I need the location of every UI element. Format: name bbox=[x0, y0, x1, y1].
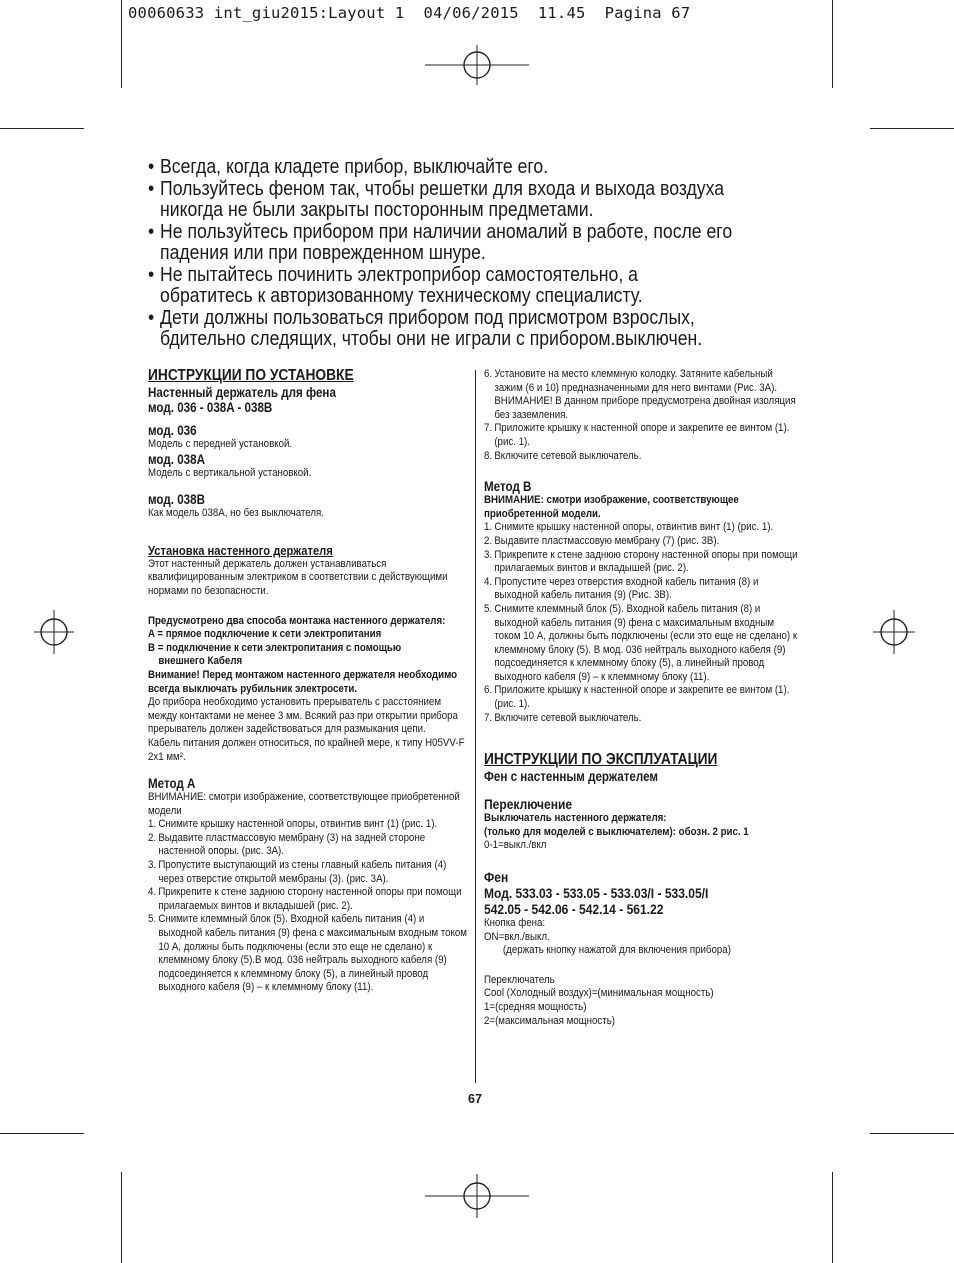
registration-mark-icon bbox=[425, 1174, 529, 1218]
switch-text: Выключатель настенного держателя: bbox=[484, 812, 667, 825]
fen-title: Фен bbox=[484, 869, 509, 886]
model-038b-text: Как модель 038A, но без выключателя. bbox=[148, 507, 324, 520]
crop-mark bbox=[121, 0, 122, 88]
warning-text: A = прямое подключение к сети электропитания bbox=[148, 628, 382, 641]
fen-models: 542.05 - 542.06 - 542.14 - 561.22 bbox=[484, 901, 664, 918]
list-item: 2. Выдавите пластмассовую мембрану (3) на задней стороне настенной опоры. (рис. 3A). bbox=[148, 831, 426, 858]
install-subtitle: Настенный держатель для фена bbox=[148, 385, 336, 400]
body-text: Кабель питания должен относиться, по крайней мере, к типу H05VV-F 2x1 мм². bbox=[148, 736, 465, 763]
list-item: 6. Приложите крышку к настенной опоре и закрепите ее винтом (1).(рис. 1). bbox=[484, 684, 790, 711]
list-item: 2. Выдавите пластмассовую мембрану (7) (рис. 3B). bbox=[484, 534, 720, 547]
fen-models: Мод. 533.03 - 533.05 - 533.03/I - 533.05/I bbox=[484, 885, 709, 902]
selector-text: Cool (Холодный воздух)=(минимальная мощность) bbox=[484, 987, 714, 1000]
intro-bullet: • Не пытайтесь починить электроприбор самостоятельно, а обратитесь к авторизованному техническому специалисту. bbox=[148, 264, 733, 307]
list-item: 3. Прикрепите к стене заднюю сторону настенной опоры при помощи прилагаемых винтов и вкладышей (рис. 2). bbox=[484, 548, 798, 575]
usage-subtitle: Фен с настенным держателем bbox=[484, 769, 658, 785]
knob-text: (держать кнопку нажатой для включения прибора) bbox=[502, 944, 731, 957]
selector-text: Переключатель bbox=[484, 973, 555, 986]
list-item: 3. Пропустите выступающий из стены главный кабель питания (4) через отверстие открытой мембраны (3). (рис. 3A). bbox=[148, 859, 447, 885]
method-b-title: Метод B bbox=[484, 479, 532, 495]
list-item: 1. Снимите крышку настенной опоры, отвинтив винт (1) (рис. 1). bbox=[484, 521, 774, 534]
crop-mark bbox=[121, 1172, 122, 1263]
crop-mark bbox=[832, 0, 833, 88]
left-column bbox=[148, 367, 468, 995]
page-number: 67 bbox=[468, 1092, 482, 1106]
crop-mark bbox=[832, 1172, 833, 1263]
print-slug: 00060633 int_giu2015:Layout 1 04/06/2015 11.45 Pagina 67 bbox=[128, 4, 691, 22]
install-holder-title: Установка настенного держателя bbox=[148, 542, 333, 558]
warning-text: Внимание! Перед монтажом настенного держателя необходимо всегда выключать рубильник электросети. bbox=[148, 668, 458, 695]
list-item: 4. Пропустите через отверстия входной кабель питания (8) и выходной кабель питания (9) (Рис. 3B). bbox=[484, 575, 759, 602]
model-036-text: Модель с передней установкой. bbox=[148, 438, 293, 450]
model-038a-title: мод. 038A bbox=[148, 451, 205, 467]
model-038a-text: Модель с вертикальной установкой. bbox=[148, 466, 312, 479]
registration-mark-icon bbox=[425, 45, 529, 85]
list-item: 1. Снимите крышку настенной опоры, отвинтив винт (1) (рис. 1). bbox=[148, 818, 438, 831]
warning-text: внешнего Кабеля bbox=[158, 655, 243, 668]
model-038b-title: мод. 038B bbox=[148, 492, 205, 508]
install-models: мод. 036 - 038A - 038B bbox=[148, 400, 273, 415]
intro-bullet: • Пользуйтесь феном так, чтобы решетки для входа и выхода воздуха никогда не были закрыты посторонным предметами. bbox=[148, 178, 733, 221]
body-text: До прибора необходимо установить прерыватель с расстоянием между контактами не менее 3 мм. Всякий раз при открытии прибора прерыватель должен задействоваться для размыкания цепи. bbox=[148, 696, 458, 736]
list-item: 7. Приложите крышку к настенной опоре и закрепите ее винтом (1).(рис. 1). bbox=[484, 422, 790, 448]
list-item: 6. Установите на место клеммную колодку. Затяните кабельный зажим (6 и 10) предназначенными для него винтами (Рис. 3A). ВНИМАНИЕ! В данном приборе предусмотрена двойная изоляция без заземления. bbox=[484, 368, 796, 421]
crop-mark bbox=[0, 128, 84, 129]
intro-bullet: • Не пользуйтесь прибором при наличии аномалий в работе, после его падения или при поврежденном шнуре. bbox=[148, 221, 733, 264]
method-a-steps bbox=[148, 818, 467, 995]
crop-mark bbox=[870, 1133, 954, 1134]
method-a-title: Метод A bbox=[148, 776, 196, 792]
switch-values: 0-1=выкл./вкл bbox=[484, 839, 547, 852]
registration-mark-icon bbox=[873, 610, 915, 654]
intro-bullet: • Всегда, когда кладете прибор, выключайте его. bbox=[148, 156, 733, 178]
method-b-steps bbox=[484, 521, 801, 725]
right-column bbox=[484, 368, 802, 1028]
install-holder-text: Этот настенный держатель должен устанавливаться квалифицированным электриком в соответствии с действующими нормами по безопасности. bbox=[148, 557, 448, 597]
warning-text: Предусмотрено два способа монтажа настенного держателя: bbox=[148, 614, 446, 627]
switch-text: (только для моделей с выключателем): обозн. 2 рис. 1 bbox=[484, 825, 749, 838]
list-item: 5. Снимите клеммный блок (5). Входной кабель питания (4) и выходной кабель питания (9) фена с максимальным входным током 10 A, должны быть подключены (если это еще не сделано) к клеммному блоку (5).В мод. 036 нейтраль выходного кабеля (9) подсоединяется к клеммному блоку (5), а линейный провод выходного кабеля (9) – к клеммному блоку (11). bbox=[148, 913, 467, 994]
column-divider bbox=[475, 370, 476, 1083]
list-item: 4. Прикрепите к стене заднюю сторону настенной опоры при помощи прилагаемых винтов и вкладышей (рис. 2). bbox=[148, 886, 462, 912]
registration-mark-icon bbox=[34, 610, 74, 654]
method-a-note: ВНИМАНИЕ: смотри изображение, соответствующее приобретенной модели bbox=[148, 791, 460, 817]
list-item: 8. Включите сетевой выключатель. bbox=[484, 449, 642, 462]
list-item: 5. Снимите клеммный блок (5). Входной кабель питания (8) и выходной кабель питания (9) фена с максимальным входным током 10 A, должны быть подключены (если это еще не сделано) к клеммному блоку (5). В мод. 036 нейтраль выходного кабеля (9) подсоединяется к клеммному блоку (5), а линейный провод выходного кабеля (9) – к клеммному блоку (11). bbox=[484, 602, 798, 683]
knob-text: Кнопка фена: bbox=[484, 917, 546, 930]
selector-text: 2=(максимальная мощность) bbox=[484, 1014, 616, 1027]
usage-section-title: ИНСТРУКЦИИ ПО ЭКСПЛУАТАЦИИ bbox=[484, 751, 718, 769]
method-b-note: ВНИМАНИЕ: смотри изображение, соответствующее приобретенной модели. bbox=[484, 494, 739, 520]
model-036-title: мод. 036 bbox=[148, 423, 197, 438]
list-item: 7. Включите сетевой выключатель. bbox=[484, 711, 642, 724]
crop-mark bbox=[0, 1133, 84, 1134]
knob-text: ON=вкл./выкл. bbox=[484, 930, 550, 943]
intro-bullet-list bbox=[148, 156, 733, 350]
selector-text: 1=(средняя мощность) bbox=[484, 1001, 587, 1013]
install-section-title: ИНСТРУКЦИИ ПО УСТАНОВКЕ bbox=[148, 367, 354, 384]
crop-mark bbox=[870, 128, 954, 129]
method-a-steps-continued bbox=[484, 368, 801, 463]
switch-title: Переключение bbox=[484, 796, 573, 813]
warning-text: B = подключение к сети электропитания с помощью bbox=[148, 641, 402, 654]
intro-bullet: • Дети должны пользоваться прибором под присмотром взрослых, бдительно следящих, чтобы они не играли с прибором.выключен. bbox=[148, 307, 733, 350]
